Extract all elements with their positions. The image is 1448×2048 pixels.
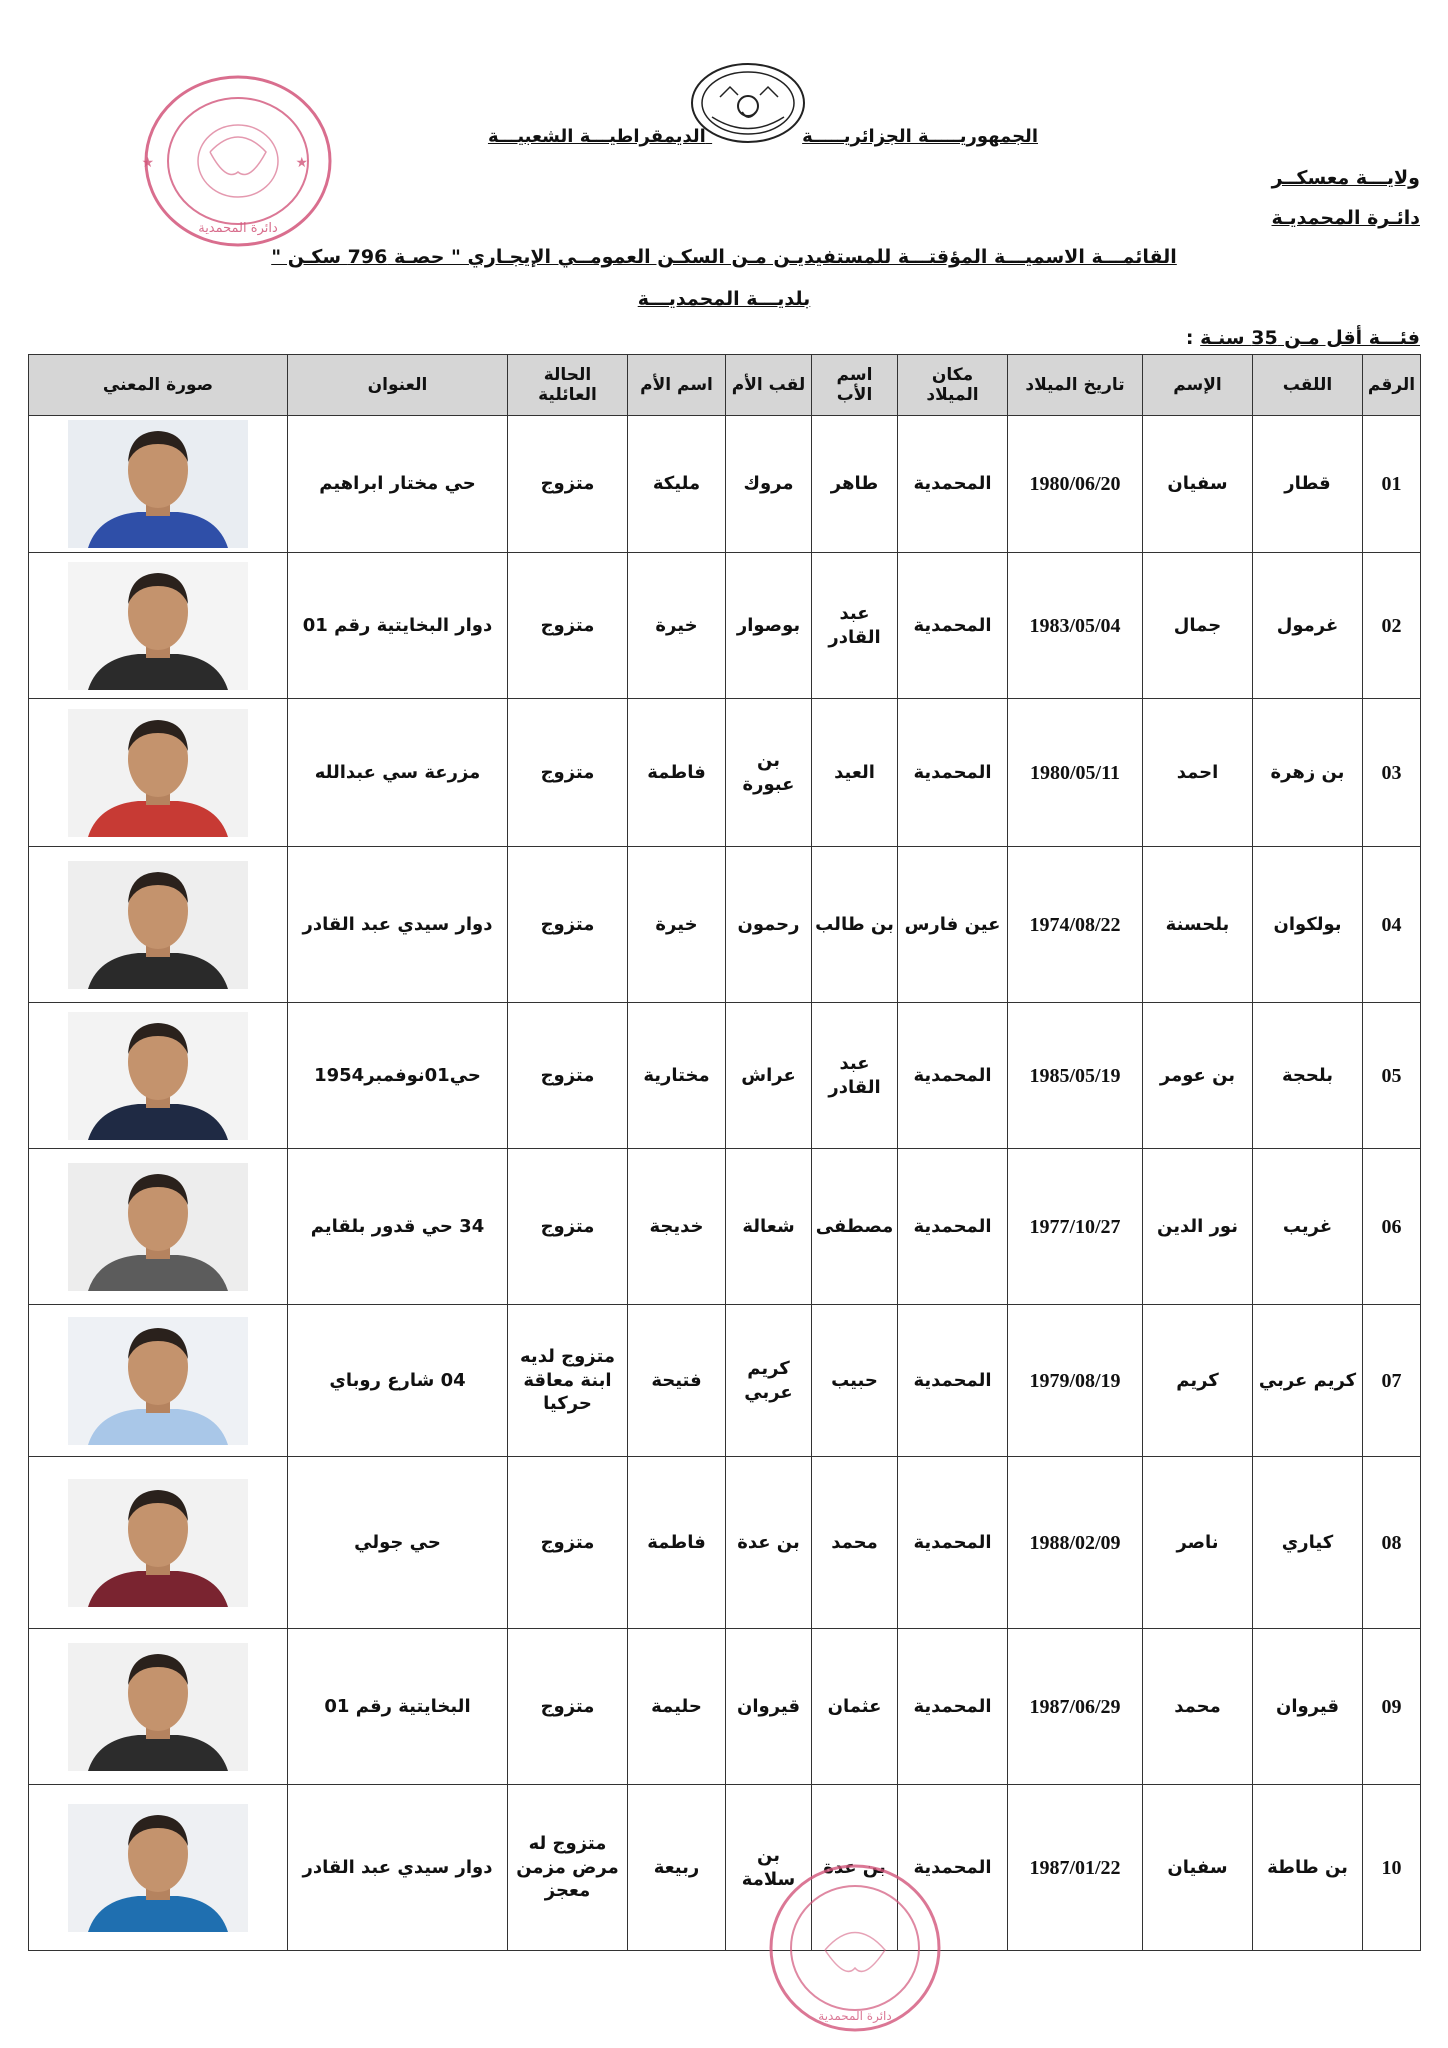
category-label: فئـــة أقل مـن 35 سنـة :: [1185, 327, 1420, 349]
row-address: 34 حي قدور بلقايم: [288, 1149, 508, 1305]
row-birth-date: 1987/06/29: [1008, 1629, 1143, 1785]
table-row: [29, 1149, 1421, 1305]
row-photo: [29, 1457, 288, 1629]
header-photo: صورة المعني: [29, 355, 288, 416]
row-father-name: بن عدة: [812, 1785, 898, 1951]
row-name: جمال: [1143, 553, 1253, 699]
row-father-name: طاهر: [812, 416, 898, 553]
row-birth-place: المحمدية: [898, 1149, 1008, 1305]
row-name: سفيان: [1143, 1785, 1253, 1951]
row-mother-name: فاطمة: [628, 699, 726, 847]
document-title: القائمـــة الاسميـــة المؤقتـــة للمستفيديـن مـن السكـن العمومــي الإيجـاري " حصـة 796 سكـن ": [271, 246, 1177, 268]
row-mother-name: خيرة: [628, 553, 726, 699]
stamp-bottom-text: دائرة المحمدية: [818, 2009, 892, 2023]
row-mother-surname: بن عبورة: [726, 699, 812, 847]
person-photo: [68, 1804, 248, 1932]
table-row: [29, 1003, 1421, 1149]
row-address: دوار سيدي عبد القادر: [288, 847, 508, 1003]
svg-text:★: ★: [141, 155, 154, 171]
row-photo: [29, 699, 288, 847]
row-photo: [29, 553, 288, 699]
stamp-top-text: دائرة المحمدية: [198, 221, 278, 236]
person-photo: [68, 1163, 248, 1291]
official-stamp-bottom: [765, 1860, 945, 2035]
header-mother-surname: لقب الأم: [726, 355, 812, 416]
row-address: حي01نوفمبر1954: [288, 1003, 508, 1149]
row-birth-date: 1987/01/22: [1008, 1785, 1143, 1951]
row-mother-surname: كريم عربي: [726, 1305, 812, 1457]
header-birth-place-line2: الميلاد: [926, 385, 979, 405]
table-row: [29, 847, 1421, 1003]
row-mother-surname: رحمون: [726, 847, 812, 1003]
row-family-status: متزوج: [508, 847, 628, 1003]
row-father-name: عثمان: [812, 1629, 898, 1785]
row-birth-place: المحمدية: [898, 1785, 1008, 1951]
row-birth-place: المحمدية: [898, 416, 1008, 553]
row-mother-surname: مروك: [726, 416, 812, 553]
row-mother-surname: بن سلامة: [726, 1785, 812, 1951]
person-photo: [68, 1479, 248, 1607]
row-address: حي جولي: [288, 1457, 508, 1629]
row-mother-name: فاطمة: [628, 1457, 726, 1629]
row-surname: بن طاطة: [1253, 1785, 1363, 1951]
row-father-name: العيد: [812, 699, 898, 847]
row-photo: [29, 1149, 288, 1305]
row-photo: [29, 416, 288, 553]
row-family-status: متزوج: [508, 1629, 628, 1785]
row-birth-date: 1980/06/20: [1008, 416, 1143, 553]
table-row: [29, 1629, 1421, 1785]
row-mother-surname: قيروان: [726, 1629, 812, 1785]
row-family-status: متزوج له مرض مزمن معجز: [508, 1785, 628, 1951]
row-family-status: متزوج لديه ابنة معاقة حركيا: [508, 1305, 628, 1457]
table-row: [29, 1785, 1421, 1951]
row-surname: غرمول: [1253, 553, 1363, 699]
row-name: سفيان: [1143, 416, 1253, 553]
row-name: محمد: [1143, 1629, 1253, 1785]
row-address: 04 شارع روباي: [288, 1305, 508, 1457]
row-birth-date: 1979/08/19: [1008, 1305, 1143, 1457]
row-family-status: متزوج: [508, 1003, 628, 1149]
header-num: الرقم: [1363, 355, 1421, 416]
header-birth-place: [898, 355, 1008, 416]
row-number: 06: [1363, 1149, 1421, 1305]
row-birth-date: 1985/05/19: [1008, 1003, 1143, 1149]
republic-part1: الجمهوريـــــة الجزائريـــــة: [802, 126, 1038, 147]
category-text: فئـــة أقل مـن 35 سنـة: [1200, 327, 1420, 349]
row-mother-surname: بوصوار: [726, 553, 812, 699]
person-photo: [68, 562, 248, 690]
table-row: [29, 416, 1421, 553]
table-row: [29, 1305, 1421, 1457]
national-emblem-icon: [690, 62, 806, 144]
row-surname: بلحجة: [1253, 1003, 1363, 1149]
person-photo: [68, 1012, 248, 1140]
row-father-name: عبد القادر: [812, 1003, 898, 1149]
table-header-row: [29, 355, 1421, 416]
row-mother-name: ربيعة: [628, 1785, 726, 1951]
header-family-line1: الحالة: [543, 364, 592, 385]
row-birth-date: 1974/08/22: [1008, 847, 1143, 1003]
row-mother-surname: عراش: [726, 1003, 812, 1149]
row-address: البخايتية رقم 01: [288, 1629, 508, 1785]
row-address: دوار البخايتية رقم 01: [288, 553, 508, 699]
row-number: 04: [1363, 847, 1421, 1003]
header-family-status: [508, 355, 628, 416]
person-photo: [68, 420, 248, 548]
row-photo: [29, 1305, 288, 1457]
row-address: دوار سيدي عبد القادر: [288, 1785, 508, 1951]
row-address: مزرعة سي عبدالله: [288, 699, 508, 847]
row-surname: بن زهرة: [1253, 699, 1363, 847]
row-birth-place: المحمدية: [898, 1457, 1008, 1629]
row-surname: قطار: [1253, 416, 1363, 553]
row-family-status: متزوج: [508, 416, 628, 553]
table-row: [29, 1457, 1421, 1629]
row-mother-name: مختارية: [628, 1003, 726, 1149]
row-birth-place: عين فارس: [898, 847, 1008, 1003]
row-birth-place: المحمدية: [898, 1629, 1008, 1785]
row-father-name: عبد القادر: [812, 553, 898, 699]
row-number: 10: [1363, 1785, 1421, 1951]
table-row: [29, 553, 1421, 699]
row-number: 05: [1363, 1003, 1421, 1149]
row-birth-place: المحمدية: [898, 553, 1008, 699]
header-surname: اللقب: [1253, 355, 1363, 416]
person-photo: [68, 1317, 248, 1445]
row-name: احمد: [1143, 699, 1253, 847]
commune-label: بلديـــة المحمديـــة: [637, 288, 811, 310]
row-father-name: مصطفى: [812, 1149, 898, 1305]
row-name: نور الدين: [1143, 1149, 1253, 1305]
row-father-name: بن طالب: [812, 847, 898, 1003]
daira-label: دائـرة المحمديـة: [1271, 207, 1420, 229]
header-address: العنوان: [288, 355, 508, 416]
person-photo: [68, 861, 248, 989]
header-father: [812, 355, 898, 416]
row-mother-name: خيرة: [628, 847, 726, 1003]
row-surname: كريم عربي: [1253, 1305, 1363, 1457]
row-surname: قيروان: [1253, 1629, 1363, 1785]
row-number: 02: [1363, 553, 1421, 699]
row-photo: [29, 847, 288, 1003]
row-birth-date: 1988/02/09: [1008, 1457, 1143, 1629]
row-photo: [29, 1003, 288, 1149]
header-name: الإسم: [1143, 355, 1253, 416]
row-mother-surname: شعالة: [726, 1149, 812, 1305]
row-surname: كياري: [1253, 1457, 1363, 1629]
row-name: ناصر: [1143, 1457, 1253, 1629]
row-birth-place: المحمدية: [898, 1003, 1008, 1149]
row-mother-name: خديجة: [628, 1149, 726, 1305]
official-stamp-top: [140, 72, 336, 250]
row-photo: [29, 1785, 288, 1951]
row-name: بلحسنة: [1143, 847, 1253, 1003]
header-father-line2: الأب: [836, 385, 873, 405]
republic-part2: الديمقراطيـــة الشعبيـــة: [487, 126, 706, 147]
wilaya-label: ولايـــة معسكــر: [1271, 167, 1420, 189]
svg-text:★: ★: [295, 155, 308, 171]
row-birth-place: المحمدية: [898, 1305, 1008, 1457]
row-number: 09: [1363, 1629, 1421, 1785]
row-birth-date: 1977/10/27: [1008, 1149, 1143, 1305]
row-mother-name: حليمة: [628, 1629, 726, 1785]
header-birth-date: تاريخ الميلاد: [1008, 355, 1143, 416]
row-number: 08: [1363, 1457, 1421, 1629]
table-row: [29, 699, 1421, 847]
row-surname: غريب: [1253, 1149, 1363, 1305]
beneficiaries-table: [28, 354, 1421, 1951]
person-photo: [68, 709, 248, 837]
person-photo: [68, 1643, 248, 1771]
row-family-status: متزوج: [508, 1149, 628, 1305]
row-number: 01: [1363, 416, 1421, 553]
row-name: بن عومر: [1143, 1003, 1253, 1149]
row-address: حي مختار ابراهيم: [288, 416, 508, 553]
row-surname: بولكوان: [1253, 847, 1363, 1003]
header-mother-name: اسم الأم: [628, 355, 726, 416]
header-birth-place-line1: مكان: [931, 364, 974, 385]
header-family-line2: العائلية: [538, 385, 597, 405]
row-birth-place: المحمدية: [898, 699, 1008, 847]
row-father-name: محمد: [812, 1457, 898, 1629]
row-mother-name: فتيحة: [628, 1305, 726, 1457]
row-mother-surname: بن عدة: [726, 1457, 812, 1629]
row-mother-name: مليكة: [628, 416, 726, 553]
row-photo: [29, 1629, 288, 1785]
row-name: كريم: [1143, 1305, 1253, 1457]
row-family-status: متزوج: [508, 1457, 628, 1629]
row-number: 03: [1363, 699, 1421, 847]
row-number: 07: [1363, 1305, 1421, 1457]
row-family-status: متزوج: [508, 699, 628, 847]
row-birth-date: 1983/05/04: [1008, 553, 1143, 699]
row-birth-date: 1980/05/11: [1008, 699, 1143, 847]
header-father-line1: اسم: [836, 364, 873, 385]
row-father-name: حبيب: [812, 1305, 898, 1457]
row-family-status: متزوج: [508, 553, 628, 699]
